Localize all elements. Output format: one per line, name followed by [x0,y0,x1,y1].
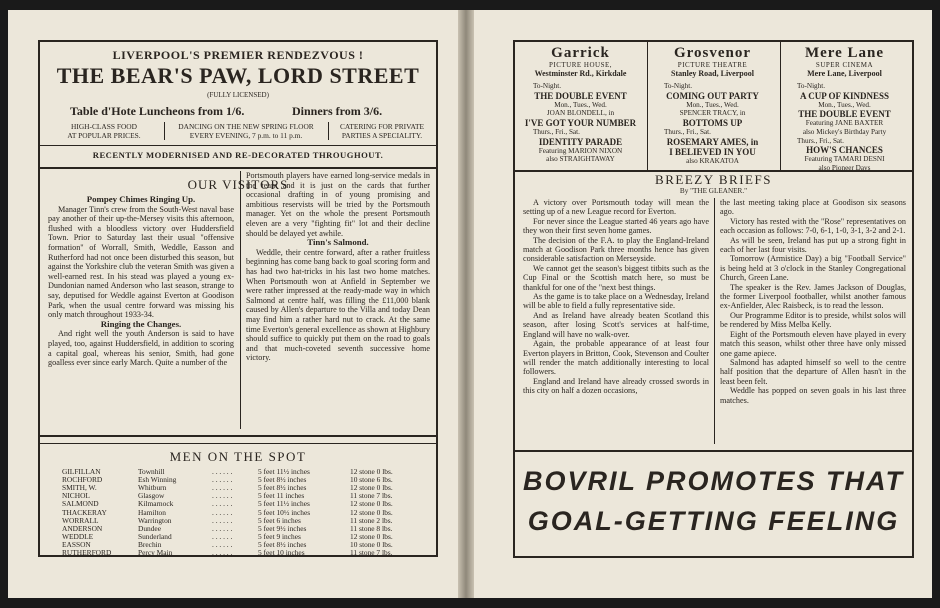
article-paragraph: And as Ireland have already beaten Scotland this season, after losing Scott's services at half-time, England will have no walk-over. [523,310,709,339]
player-weight: 11 stone 2 lbs. [350,515,393,525]
player-hometown: Kilmarnock [138,499,174,509]
player-height: 5 feet 9½ inches [258,523,307,533]
player-hometown: Esh Winning [138,475,177,485]
programme-line: JOAN BLONDELL, in [546,109,615,118]
cinema-address: Westminster Rd., Kirkdale [534,68,627,78]
player-height: 5 feet 8½ inches [258,539,307,549]
player-height: 5 feet 8½ inches [258,483,307,493]
player-height: 5 feet 8½ inches [258,475,307,485]
player-height: 5 feet 10 inches [258,548,305,557]
advert-licensed: (FULLY LICENSED) [207,91,269,99]
programme-line: Mon., Tues., Wed. [554,100,607,109]
advert-info-catering-l1: CATERING FOR PRIVATE [339,122,425,131]
programme-line: HOW'S CHANCES [806,145,883,156]
leader-dots: . . . . . . [212,523,233,533]
player-weight: 11 stone 8 lbs. [350,523,393,533]
leader-dots: . . . . . . [212,531,233,541]
programme-line: Thurs., Fri., Sat. [664,127,711,136]
player-name: WORRALL [62,515,99,525]
article-paragraph: And right well the youth Anderson is said to have played, too, against Huddersfield, in addition to scoring a capital goal, whereas his senior, Smith, had gone goalless ever since early March. Quite a number of the [48,329,234,368]
programme-line: Featuring MARION NIXON [538,146,623,155]
player-name: EASSON [62,539,91,549]
player-name: THACKERAY [62,507,107,517]
player-name: SALMOND [62,499,99,509]
advert-info-food-l1: HIGH-CLASS FOOD [71,122,137,131]
advert-tagline: LIVERPOOL'S PREMIER RENDEZVOUS ! [112,48,364,62]
player-hometown: Hamilton [138,507,166,517]
cinema-name: Grosvenor [673,45,752,61]
advert-info-catering [330,122,434,140]
advert-info-dancing-l1: DANCING ON THE NEW SPRING FLOOR [178,122,314,131]
player-hometown: Townhill [138,467,165,476]
table-row [62,548,432,557]
cinema-type: SUPER CINEMA [815,61,874,69]
leader-dots: . . . . . . [212,499,233,509]
programme-line: A CUP OF KINDNESS [800,90,889,101]
men-on-the-spot-table [38,435,438,557]
player-weight: 11 stone 7 lbs. [350,548,393,557]
cinema-type: PICTURE THEATRE [677,61,748,69]
programme-line: Mon., Tues., Wed. [818,100,871,109]
article-paragraph: The decision of the F.A. to play the England-Ireland match at Goodison Park three months hence has given considerable satisfaction on Merseyside. [523,235,709,264]
advert-info-catering-l2: PARTIES A SPECIALITY. [341,131,423,140]
article-column-left [48,195,234,368]
programme-line: BOTTOMS UP [682,117,743,128]
player-weight: 11 stone 7 lbs. [350,491,393,501]
advert-info-food [44,122,164,140]
programme-line: also Pioneer Days [818,163,871,172]
page-gutter [458,10,474,598]
player-name: WEDDLE [62,531,94,541]
article-subheading: Pompey Chimes Ringing Up. [86,194,196,204]
advert-info-food-l2: AT POPULAR PRICES. [67,131,141,140]
advert-divider [328,122,329,140]
cinema-address: Stanley Road, Liverpool [671,68,754,78]
article-paragraph: Weddle, their centre forward, after a rather fruitless beginning has come bang back to goal scoring form and has had two hat-tricks in his last two home matches. When Portsmouth won at Anfield in September we were rather impressed at the ready-made way in which Salmond at centre half, was filling the £11,000 blank caused by Allen's departure to the Villa and today Dean may find him a rather hard nut to crack. At the same time Everton's general excellence as shown at Highbury should suffice to quickly put them on the road to goals and that much-coveted seventh successive home victory. [246,247,430,363]
article-paragraph: Weddle has popped on seven goals in his last three matches. [720,386,906,405]
programme-line: THE DOUBLE EVENT [798,109,891,120]
section-rule [40,443,436,444]
article-paragraph: Again, the probable appearance of at least four Everton players in Britton, Cook, Stevenson and Coulter will render the match additionally interesting to local followers. [523,339,709,377]
article-byline: By "THE GLEANER." [679,187,748,195]
player-hometown: Dundee [138,523,161,533]
player-hometown: Percy Main [138,548,173,557]
player-hometown: Sunderland [138,531,172,541]
advert-divider [164,122,165,140]
programme-line: Thurs., Fri., Sat. [797,136,844,145]
cinema-columns [515,42,910,172]
article-subheading: Tinn's Salmond. [307,237,369,248]
player-list [62,467,432,557]
leader-dots: . . . . . . [212,539,233,549]
bears-paw-advert [38,40,438,169]
programme-line: also Mickey's Birthday Party [802,127,887,136]
article-column-left [523,198,709,396]
tonight-label: To-Night. [533,82,562,91]
article-paragraph: For never since the League started 46 years ago have they won their first seven home games. [523,216,709,236]
leader-dots: . . . . . . [212,491,233,501]
programme-line: also KRAKATOA [686,156,739,165]
tonight-label: To-Night. [664,82,693,91]
cinema-column [779,42,910,172]
cinema-column [646,42,779,172]
player-weight: 12 stone 0 lbs. [350,531,393,541]
leader-dots: . . . . . . [212,507,233,517]
article-paragraph: the last meeting taking place at Goodison six seasons ago. [720,198,906,217]
article-title: BREEZY BRIEFS [655,172,772,187]
programme-line: Featuring JANE BAXTER [805,119,884,128]
bovril-line-2: GOAL-GETTING FEELING [527,506,900,536]
player-height: 5 feet 6 inches [258,515,301,525]
article-paragraph: We cannot get the season's biggest titbits such as the Cup Final or the Scottish match here, so must be thankful for one of the "next best things. [523,263,709,292]
player-name: SMITH, W. [62,483,97,493]
advert-info-dancing-l2: EVERY EVENING, 7 p.m. to 11 p.m. [189,131,303,140]
player-name: GILFILLAN [62,467,101,476]
player-weight: 12 stone 0 lbs. [350,499,393,509]
column-divider [240,171,241,429]
programme-line: ROSEMARY AMES, in [666,136,759,147]
article-paragraph: The speaker is the Rev. James Jackson of Douglas, the former Liverpool footballer, whilst another famous ex-Anfielder, Alec Raisbeck, is to read the lesson. [720,282,906,311]
article-paragraph: As will be seen, Ireland has put up a strong fight in each of her last four visits. [720,235,906,255]
cinema-address: Mere Lane, Liverpool [807,68,882,78]
programme-line: SPENCER TRACY, in [679,109,746,118]
cinema-type: PICTURE HOUSE, [548,61,612,69]
article-paragraph: A victory over Portsmouth today will mean the setting up of a new League record for Everton. [523,198,709,217]
advert-info-dancing [166,122,326,140]
article-paragraph: Our Programme Editor is to preside, whilst solos will be rendered by Miss Melba Kelly. [720,310,906,330]
article-paragraph: Manager Tinn's crew from the South-West naval base pay another of their up-the-Mersey visits this afternoon, flushed with a bloodless victory over Huddersfield Town. Prior to Saturday last their usual "offensive formation" of Worrall, Smith, Weddle, Easson and Rutherford had not once been disturbed this season, but against the Yorkshire club the veteran Smith was given a well-earned rest. In his stead was played a young ex-Dundonian named Anderson who last season, strange to say, deputised for Weddle against Everton at Goodison Park, when the usual centre forward was missing his only match throughout 1933-34. [48,204,234,320]
cinema-name: Garrick [551,45,610,61]
leader-dots: . . . . . . [212,467,233,476]
article-paragraph: As the game is to take place on a Wednesday, Ireland will be able to field a fully representative side. [523,292,709,311]
programme-line: also STRAIGHTAWAY [546,155,615,164]
column-divider [714,198,715,444]
player-hometown: Whitburn [138,483,167,493]
cinema-column [515,42,646,172]
programme-line: Featuring TAMARI DESNI [804,155,885,164]
tonight-label: To-Night. [797,82,826,91]
programme-line: Mon., Tues., Wed. [686,100,739,109]
article-paragraph: Tomorrow (Armistice Day) a big "Football Service" is being held at 3 o'clock in the Stanley Congregational Church, Green Lane. [720,254,906,283]
player-height: 5 feet 11½ inches [258,467,310,476]
programme-line: I'VE GOT YOUR NUMBER [524,117,637,128]
player-name: RUTHERFORD [62,548,112,557]
advert-dinners: Dinners from 3/6. [292,104,383,118]
player-weight: 10 stone 0 lbs. [350,539,393,549]
programme-line: IDENTITY PARADE [538,136,623,147]
our-visitors-article [38,165,438,437]
advert-luncheons: Table d'Hote Luncheons from 1/6. [70,104,245,118]
article-column-right [246,171,430,363]
player-hometown: Brechin [138,539,162,549]
leader-dots: . . . . . . [212,515,233,525]
player-hometown: Glasgow [138,491,165,501]
player-height: 5 feet 11½ inches [258,499,310,509]
article-paragraph: Portsmouth players have earned long-service medals in the team and it is just on the cards that further occasional drafting in of young promising and ambitious reservists will be tried by the Portsmouth manager. Yet on the whole the present Portsmouth eleven are a very "fighting fit" lot and their decline should be delayed yet awhile. [246,171,430,238]
player-name: ANDERSON [62,523,103,533]
programme-line: COMING OUT PARTY [666,90,759,101]
article-column-right [720,198,906,405]
article-paragraph: England and Ireland have already crossed swords in this city on half a dozen occasions, [523,376,709,396]
player-name: ROCHFORD [62,475,103,485]
player-weight: 12 stone 0 lbs. [350,483,393,493]
leader-dots: . . . . . . [212,548,233,557]
player-weight: 12 stone 0 lbs. [350,507,393,517]
player-weight: 12 stone 0 lbs. [350,467,393,476]
cinema-name: Mere Lane [804,45,885,61]
advert-restaurant-name: THE BEAR'S PAW, LORD STREET [56,63,420,88]
player-height: 5 feet 9 inches [258,531,301,541]
leader-dots: . . . . . . [212,475,233,485]
advert-footer: RECENTLY MODERNISED AND RE-DECORATED THROUGHOUT. [92,150,384,160]
programme-line: Thurs., Fri., Sat. [533,127,580,136]
bovril-line-1: BOVRIL PROMOTES THAT [522,466,904,496]
article-subheading: Ringing the Changes. [100,318,182,329]
breezy-briefs-article [513,168,914,452]
table-title: MEN ON THE SPOT [169,449,307,464]
bovril-advert [513,450,914,558]
advert-rule [40,145,436,146]
programme-line: THE DOUBLE EVENT [534,90,627,101]
player-height: 5 feet 10½ inches [258,507,311,517]
programme-line: I BELIEVED IN YOU [669,146,756,157]
article-title: OUR VISITORS [187,177,289,192]
article-paragraph: Eight of the Portsmouth eleven have played in every match this season, whilst other three have only missed one game apiece. [720,329,906,358]
article-paragraph: Salmond has adapted himself so well to the centre half position that the departure of Allen hasn't in the least been felt. [720,357,906,386]
player-name: NICHOL [62,491,90,501]
player-weight: 10 stone 6 lbs. [350,475,393,485]
leader-dots: . . . . . . [212,483,233,493]
player-hometown: Warrington [138,515,172,525]
player-height: 5 feet 11 inches [258,491,305,501]
article-paragraph: Victory has rested with the "Rose" representatives on each occasion as follows: 7-0, 6-1, 1-0, 3-1, 3-2 and 2-1. [720,216,906,236]
